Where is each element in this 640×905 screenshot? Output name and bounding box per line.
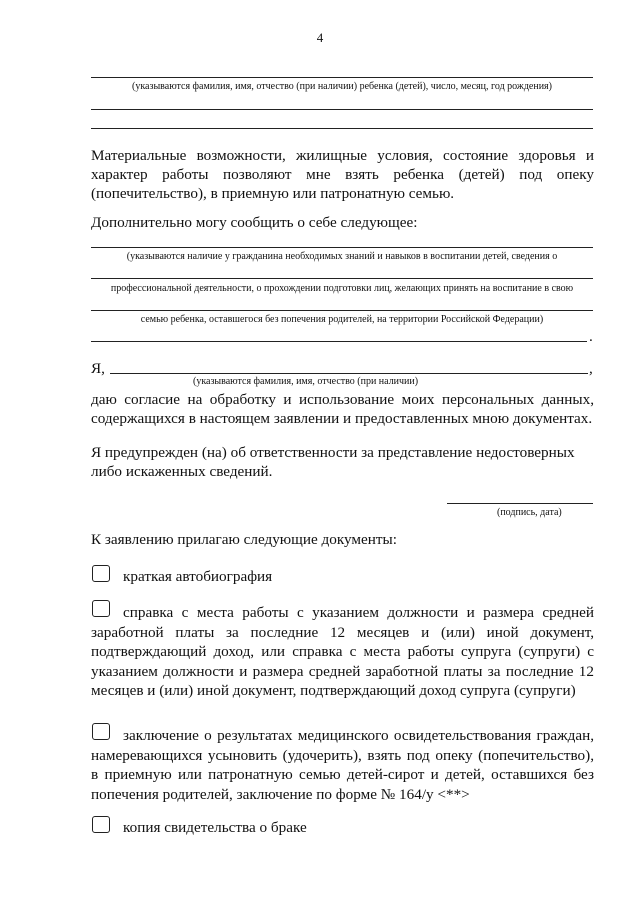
capabilities-paragraph: Материальные возможности, жилищные условия, состояние здоровья и характер работы позволяют мне взять ребенка (детей) под опеку (попечительство), в приемную или патронатную семью. [91, 147, 594, 202]
additional-caption-3: семью ребенка, оставшегося без попечения родителей, на территории Российской Федерации) [140, 314, 544, 325]
child-extra-line-2[interactable] [91, 128, 593, 129]
document-autobiography: краткая автобиография [123, 568, 273, 585]
additional-line-2[interactable] [91, 278, 593, 279]
warning-line-1: Я предупрежден (на) об ответственности за представление недостоверных [91, 444, 575, 461]
warning-text [91, 443, 594, 481]
checkbox-marriage-certificate[interactable] [92, 816, 110, 833]
additional-line-3[interactable] [91, 310, 593, 311]
additional-line-1[interactable] [91, 247, 593, 248]
consent-prefix: Я, [91, 360, 105, 377]
consent-line-2: содержащихся в настоящем заявлении и предоставленных мною документах. [91, 410, 593, 427]
additional-period: . [589, 328, 593, 345]
document-marriage-certificate: копия свидетельства о браке [123, 819, 307, 836]
warning-line-2: либо искаженных сведений. [91, 463, 273, 480]
child-caption: (указываются фамилия, имя, отчество (при наличии) ребенка (детей), число, месяц, год рождения) [132, 81, 552, 92]
additional-heading: Дополнительно могу сообщить о себе следующее: [91, 214, 418, 231]
document-income-certificate: справка с места работы с указанием должности и размера средней заработной платы за последние 12 месяцев и (или) иной документ, подтверждающий доход, или справка с места работы супруга (супруги) с указанием должности и размера средней заработной платы за последние 12 месяцев и (или) иной документ, подтверждающий доход супруга (супруги) [91, 604, 594, 699]
additional-caption-2: профессиональной деятельности, о прохождении подготовки лиц, желающих принять на воспитание в свою [110, 283, 574, 294]
child-name-line[interactable] [91, 77, 593, 78]
signature-caption: (подпись, дата) [497, 507, 562, 518]
additional-line-4[interactable] [91, 341, 587, 342]
consent-caption: (указываются фамилия, имя, отчество (при наличии) [193, 376, 419, 387]
checkbox-autobiography[interactable] [92, 565, 110, 582]
additional-caption-1: (указываются наличие у гражданина необходимых знаний и навыков в воспитании детей, сведения о [126, 251, 558, 262]
document-medical-report: заключение о результатах медицинского освидетельствования граждан, намеревающихся усыновить (удочерить), взять под опеку (попечительство), в приемную или патронатную семью детей-сирот и детей, оставшихся без попечения родителей, заключение по форме № 164/у <**> [91, 727, 594, 803]
consent-text [91, 390, 594, 428]
consent-name-line[interactable] [110, 373, 588, 374]
consent-comma: , [589, 360, 593, 377]
child-extra-line-1[interactable] [91, 109, 593, 110]
signature-line[interactable] [447, 503, 593, 504]
page-number: 4 [316, 30, 324, 45]
documents-heading: К заявлению прилагаю следующие документы: [91, 531, 397, 548]
consent-line-1: даю согласие на обработку и использование моих персональных данных, [91, 391, 594, 408]
